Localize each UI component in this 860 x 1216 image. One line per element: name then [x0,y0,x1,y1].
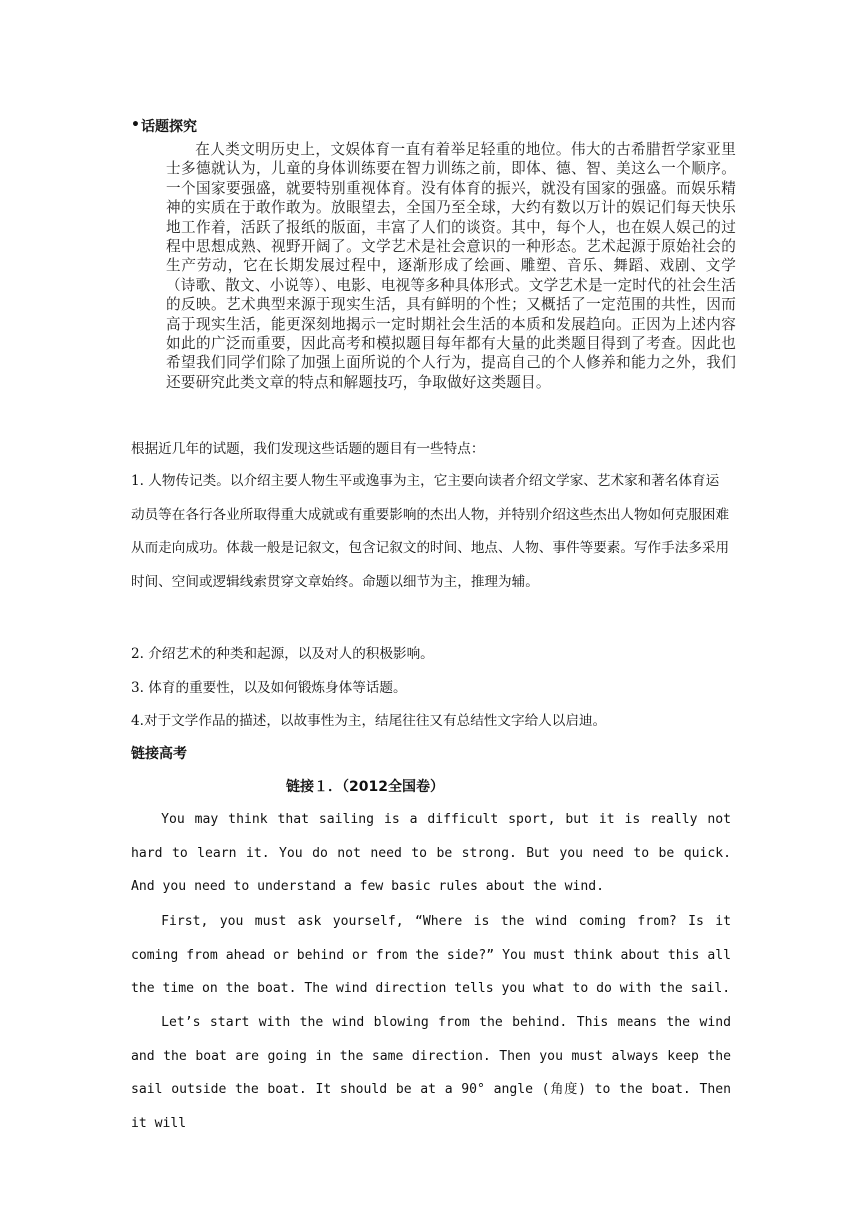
link-subheading: 链接１．（2012全国卷） [286,779,444,795]
feature-item-3: 3. 体育的重要性，以及如何锻炼身体等话题。 [131,680,407,696]
feature-item-4: 4.对于文学作品的描述，以故事性为主，结尾往往又有总结性文字给人以启迪。 [131,713,607,729]
link-heading: 链接高考 [131,746,187,762]
english-paragraph-1: You may think that sailing is a difficult sport, but it is really not hard to learn it. You do not need to be strong. But you need to be quick. And you need to understand a few basic rules about the wind. [131,812,731,895]
feature-item-2: 2. 介绍艺术的种类和起源，以及对人的积极影响。 [131,646,434,662]
english-paragraph-3: Let’s start with the wind blowing from the behind. This means the wind and the boat are going in the same direction. Then you must always keep the sail outside the boat. It should be at a 90° angle (角度) to the boat. Then it will [131,1015,731,1131]
features-intro: 根据近几年的试题，我们发现这些话题的题目有一些特点： [131,441,485,457]
feature-item-1: 1. 人物传记类。以介绍主要人物生平或逸事为主，它主要向读者介绍文学家、艺术家和著名体育运动员等在各行各业所取得重大成就或有重要影响的杰出人物，并特别介绍这些杰出人物如何克服困难从而走向成功。体裁一般是记叙文，包含记叙文的时间、地点、人物、事件等要素。写作手法多采用时间、空间或逻辑线索贯穿文章始终。命题以细节为主，推理为辅。 [131,473,730,590]
topic-heading: 话题探究 [141,119,197,135]
bullet-marker: • [131,117,140,133]
topic-paragraph: 在人类文明历史上，文娱体育一直有着举足轻重的地位。伟大的古希腊哲学家亚里士多德就认为，儿童的身体训练要在智力训练之前，即体、德、智、美这么一个顺序。一个国家要强盛，就要特别重视体育。没有体育的振兴，就没有国家的强盛。而娱乐精神的实质在于敢作敢为。放眼望去，全国乃至全球，大约有数以万计的娱记们每天快乐地工作着，活跃了报纸的版面，丰富了人们的谈资。其中，每个人，也在娱人娱己的过程中思想成熟、视野开阔了。文学艺术是社会意识的一种形态。艺术起源于原始社会的生产劳动，它在长期发展过程中，逐渐形成了绘画、雕塑、音乐、舞蹈、戏剧、文学（诗歌、散文、小说等）、电影、电视等多种具体形式。文学艺术是一定时代的社会生活的反映。艺术典型来源于现实生活，具有鲜明的个性；又概括了一定范围的共性，因而高于现实生活，能更深刻地揭示一定时期社会生活的本质和发展趋向。正因为上述内容如此的广泛而重要，因此高考和模拟题目每年都有大量的此类题目得到了考查。因此也希望我们同学们除了加强上面所说的个人行为，提高自己的个人修养和能力之外，我们还要研究此类文章的特点和解题技巧，争取做好这类题目。 [166,141,736,391]
english-paragraph-2: First, you must ask yourself, “Where is the wind coming from? Is it coming from ahead or behind or from the side?” You must think about this all the time on the boat. The wind direction tells you what to do with the sail. [131,914,731,997]
